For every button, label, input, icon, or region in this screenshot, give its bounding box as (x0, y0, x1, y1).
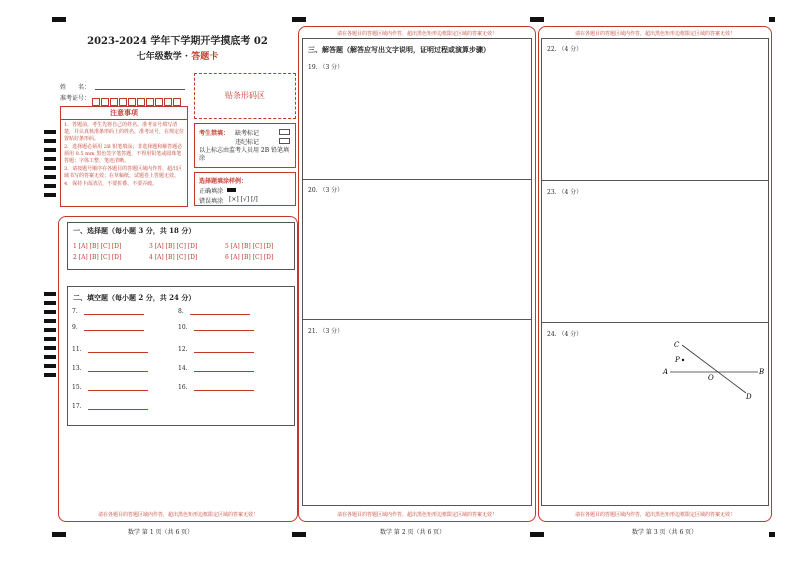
q19-label: 19. （3 分） (308, 64, 344, 71)
alignment-mark (52, 532, 66, 537)
blank-12[interactable]: 12. (178, 346, 254, 353)
q20-label: 20. （3 分） (308, 187, 344, 194)
warning-text: 请在各题目的答题区域内作答，超出黑色矩形边框限定区域的答案无效！ (574, 512, 735, 518)
q22-box[interactable] (541, 38, 769, 181)
label-C: C (674, 341, 680, 349)
notice-box (60, 106, 188, 207)
q22-label: 22. （4 分） (547, 46, 583, 53)
alignment-mark (530, 17, 544, 22)
q23-label: 23. （4 分） (547, 189, 583, 196)
fill-example-title: 选择题填涂样例： (199, 178, 248, 185)
page-subtitle: 七年级数学 · 答题卡 (136, 52, 219, 62)
alignment-mark (769, 532, 775, 537)
choice-row-2[interactable]: 2 [A] [B] [C] [D] 4 [A] [B] [C] [D] 6 [A] [B] [C] [D] (73, 254, 274, 261)
name-label: 姓 名： (60, 84, 91, 91)
page2-footer: 数学 第 2 页（共 6 页） (380, 529, 446, 536)
blank-9[interactable]: 9. (72, 324, 144, 331)
barcode-label: 贴条形码区 (225, 91, 265, 100)
label-P: P (675, 356, 680, 364)
label-B: B (759, 368, 765, 376)
blank-13[interactable]: 13. (72, 365, 148, 372)
q21-box[interactable] (302, 320, 532, 506)
name-underline[interactable] (95, 89, 185, 90)
warning-text: 请在各题目的答题区域内作答，超出黑色矩形边框限定区域的答案无效！ (97, 512, 258, 518)
q20-box[interactable] (302, 180, 532, 320)
page-title: 2023-2024 学年下学期开学摸底考 02 (87, 36, 268, 47)
absent-mark-label: 缺考标记 (235, 130, 260, 137)
alignment-mark (52, 17, 66, 22)
section3-title: 三、解答题（解答应写出文字说明，证明过程或演算步骤） (308, 45, 490, 54)
warning-text: 请在各题目的答题区域内作答，超出黑色矩形边框限定区域的答案无效！ (574, 31, 735, 37)
blank-8[interactable]: 8. (178, 308, 250, 315)
timing-marks-lower (44, 292, 56, 382)
alignment-mark (769, 17, 775, 22)
barcode-area (194, 73, 296, 119)
q23-box[interactable] (541, 181, 769, 323)
blank-15[interactable]: 15. (72, 384, 148, 391)
status-label: 考生禁填： (199, 130, 230, 137)
exam-id-label: 准考证号： (60, 95, 91, 102)
status-box (194, 123, 296, 168)
correct-fill-label: 正确填涂 (199, 188, 224, 195)
notice-item: 2．选择题必须用 2B 铅笔填涂；非选择题和解答题必须用 0.5 mm 黑色签字笔答题，不得用铅笔或圆珠笔答题；字体工整、笔迹清晰。 (64, 144, 183, 164)
fill-example-box (194, 172, 296, 206)
q19-box[interactable] (302, 38, 532, 180)
section1-title: 一、选择题（每小题 3 分，共 18 分） (73, 226, 196, 235)
blank-14[interactable]: 14. (178, 365, 254, 372)
alignment-mark (292, 17, 306, 22)
label-A: A (663, 368, 669, 376)
choice-row-1[interactable]: 1 [A] [B] [C] [D] 3 [A] [B] [C] [D] 5 [A] [B] [C] [D] (73, 243, 274, 250)
notice-item: 1．答题前，考生先将自己的姓名、准考证号填写清楚，并认真核准条形码上的姓名、准考证号，在规定位置贴好条形码。 (64, 122, 185, 142)
q21-label: 21. （3 分） (308, 328, 344, 335)
warning-text: 请在各题目的答题区域内作答，超出黑色矩形边框限定区域的答案无效！ (336, 31, 497, 37)
blank-16[interactable]: 16. (178, 384, 254, 391)
timing-marks-upper (44, 130, 56, 202)
violate-mark-label: 违纪标记 (235, 139, 260, 146)
notice-item: 3．请按题号顺序在各题目的答题区域内作答，超出区域书写的答案无效；在草稿纸、试题卷上答题无效。 (64, 166, 183, 179)
label-O: O (708, 374, 714, 382)
wrong-fill-label: 错误填涂 (199, 198, 224, 205)
notice-title: 注意事项 (61, 107, 187, 120)
label-D: D (746, 393, 752, 401)
q24-label: 24. （4 分） (547, 331, 583, 338)
notice-item: 4．保持卡面清洁，不要折叠、不要弄破。 (64, 181, 158, 187)
q24-geometry-figure (660, 335, 770, 405)
blank-11[interactable]: 11. (72, 346, 148, 353)
section2-title: 二、填空题（每小题 2 分，共 24 分） (73, 293, 196, 302)
warning-text: 请在各题目的答题区域内作答，超出黑色矩形边框限定区域的答案无效！ (336, 512, 497, 518)
blank-17[interactable]: 17. (72, 403, 148, 410)
violate-mark-box[interactable] (279, 138, 290, 144)
blank-7[interactable]: 7. (72, 308, 144, 315)
blank-10[interactable]: 10. (178, 324, 254, 331)
correct-fill-mark (227, 188, 236, 192)
alignment-mark (530, 532, 544, 537)
absent-mark-box[interactable] (279, 129, 290, 135)
page3-footer: 数学 第 3 页（共 6 页） (632, 529, 698, 536)
wrong-fill-marks: [×] [√] [/] (229, 196, 258, 203)
alignment-mark (292, 532, 306, 537)
page1-footer: 数学 第 1 页（共 6 页） (128, 529, 194, 536)
status-note: 以上标志由监考人员用 2B 铅笔填涂 (199, 147, 290, 162)
